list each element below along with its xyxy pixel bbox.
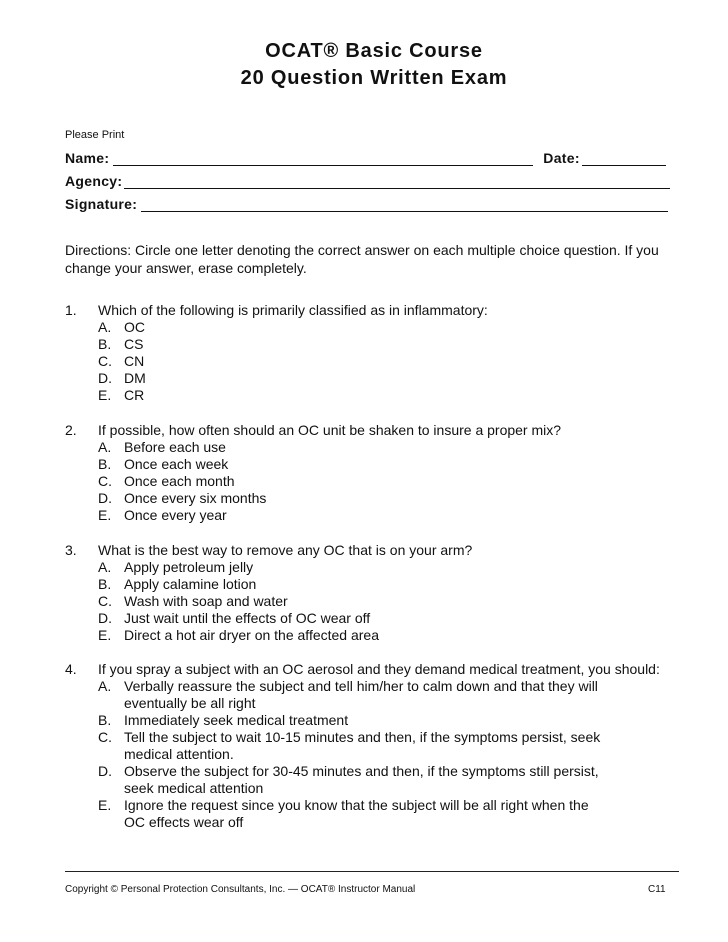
answer-option-b[interactable] — [98, 576, 678, 593]
option-text: Direct a hot air dryer on the affected area — [124, 627, 379, 643]
answer-option-b[interactable] — [98, 456, 678, 473]
signature-label: Signature: — [65, 196, 138, 212]
answer-option-a[interactable] — [98, 439, 678, 456]
footer-divider — [65, 871, 679, 872]
option-text: OC — [124, 319, 145, 335]
option-letter: C. — [98, 473, 112, 489]
answer-option-d[interactable] — [98, 610, 678, 627]
option-text: Once each week — [124, 456, 229, 472]
question-number: 3. — [65, 542, 77, 558]
option-text: Once each month — [124, 473, 235, 489]
answer-option-a[interactable] — [98, 559, 678, 576]
exam-title: OCAT® Basic Course — [265, 40, 483, 62]
option-text: CN — [124, 353, 145, 369]
option-letter: E. — [98, 627, 112, 643]
answer-option-e[interactable] — [98, 387, 678, 404]
agency-label: Agency: — [65, 173, 123, 189]
question-text: If you spray a subject with an OC aerosol and they demand medical treatment, you should: — [98, 661, 660, 677]
question-text: What is the best way to remove any OC that is on your arm? — [98, 542, 473, 558]
answer-option-b[interactable] — [98, 336, 678, 353]
option-letter: C. — [98, 593, 112, 609]
option-text: CR — [124, 387, 145, 403]
option-letter: D. — [98, 610, 112, 626]
answer-option-e[interactable] — [98, 627, 678, 644]
option-letter: A. — [98, 559, 112, 575]
page-number: C11 — [648, 884, 666, 895]
answer-options — [98, 559, 678, 644]
footer-copyright: Copyright © Personal Protection Consultants, Inc. — OCAT® Instructor Manual — [65, 884, 416, 895]
agency-row — [65, 173, 670, 189]
answer-options — [98, 678, 608, 831]
option-letter: D. — [98, 370, 112, 386]
name-date-row — [65, 150, 666, 166]
option-text: Once every year — [124, 507, 227, 523]
exam-subtitle: 20 Question Written Exam — [240, 67, 508, 89]
option-text: Apply petroleum jelly — [124, 559, 254, 575]
question-number: 1. — [65, 302, 77, 318]
option-text: Apply calamine lotion — [124, 576, 257, 592]
print-note: Please Print — [65, 129, 125, 141]
answer-option-d[interactable] — [98, 763, 608, 797]
name-blank[interactable] — [113, 151, 533, 166]
answer-options — [98, 439, 678, 524]
answer-option-c[interactable] — [98, 593, 678, 610]
question-number: 2. — [65, 422, 77, 438]
option-letter: D. — [98, 763, 112, 779]
date-label: Date: — [543, 150, 580, 166]
signature-blank[interactable] — [141, 197, 668, 212]
option-letter: E. — [98, 387, 112, 403]
option-letter: E. — [98, 507, 112, 523]
option-letter: A. — [98, 439, 112, 455]
date-blank[interactable] — [582, 151, 666, 166]
question-text: Which of the following is primarily classified as in inflammatory: — [98, 302, 488, 318]
name-label: Name: — [65, 150, 110, 166]
answer-option-b[interactable] — [98, 712, 608, 729]
answer-option-e[interactable] — [98, 507, 678, 524]
option-text: Verbally reassure the subject and tell him/her to calm down and that they will eventually be all right — [124, 678, 598, 711]
option-text: Observe the subject for 30-45 minutes and then, if the symptoms still persist, seek medical attention — [124, 763, 599, 796]
answer-option-e[interactable] — [98, 797, 608, 831]
answer-option-c[interactable] — [98, 729, 608, 763]
option-text: Once every six months — [124, 490, 267, 506]
answer-options — [98, 319, 678, 404]
answer-option-a[interactable] — [98, 678, 608, 712]
answer-option-c[interactable] — [98, 473, 678, 490]
option-letter: D. — [98, 490, 112, 506]
answer-option-a[interactable] — [98, 319, 678, 336]
directions-text: Directions: Circle one letter denoting the correct answer on each multiple choice question. If you change your answer, erase completely. — [65, 242, 659, 276]
option-letter: B. — [98, 336, 112, 352]
option-text: Wash with soap and water — [124, 593, 288, 609]
option-text: CS — [124, 336, 144, 352]
option-text: Ignore the request since you know that the subject will be all right when the OC effects wear off — [124, 797, 589, 830]
question-number: 4. — [65, 661, 77, 677]
option-text: Tell the subject to wait 10-15 minutes and then, if the symptoms persist, seek medical attention. — [124, 729, 601, 762]
option-text: Before each use — [124, 439, 226, 455]
question-text: If possible, how often should an OC unit be shaken to insure a proper mix? — [98, 422, 562, 438]
option-letter: B. — [98, 576, 112, 592]
option-letter: A. — [98, 319, 112, 335]
option-text: DM — [124, 370, 146, 386]
option-letter: E. — [98, 797, 112, 813]
answer-option-d[interactable] — [98, 490, 678, 507]
answer-option-c[interactable] — [98, 353, 678, 370]
option-letter: A. — [98, 678, 112, 694]
answer-option-d[interactable] — [98, 370, 678, 387]
option-text: Just wait until the effects of OC wear off — [124, 610, 371, 626]
option-letter: B. — [98, 712, 112, 728]
signature-row — [65, 196, 668, 212]
option-letter: C. — [98, 353, 112, 369]
agency-blank[interactable] — [124, 174, 670, 189]
option-letter: B. — [98, 456, 112, 472]
option-text: Immediately seek medical treatment — [124, 712, 349, 728]
option-letter: C. — [98, 729, 112, 745]
